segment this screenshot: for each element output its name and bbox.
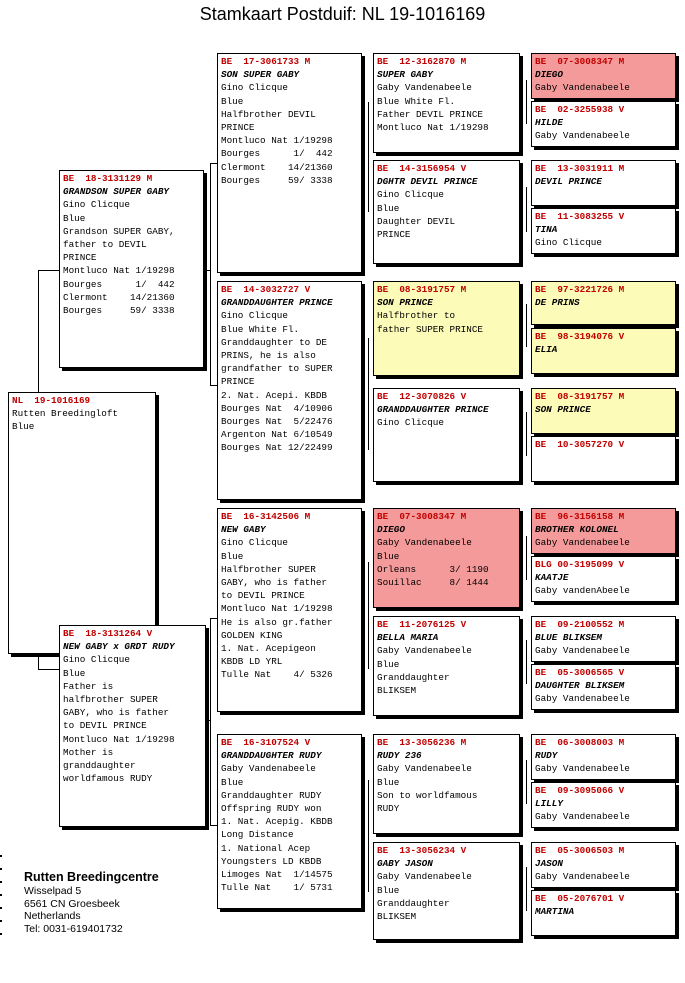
pedigree-box-gen4[interactable] (531, 101, 676, 147)
detail-line: Gaby Vandenabeele (535, 763, 630, 775)
detail-line: Gaby Vandenabeele (377, 645, 472, 657)
ring-number: BE 05-3006565 V (535, 667, 625, 678)
pedigree-box-subject[interactable] (8, 392, 156, 654)
detail-line: Bourges Nat 12/22499 (221, 442, 333, 454)
pigeon-name: DEVIL PRINCE (535, 176, 602, 188)
detail-line: Souillac 8/ 1444 (377, 577, 489, 589)
ring-number: BE 11-2076125 V (377, 619, 467, 630)
ring-number: BE 18-3131264 V (63, 628, 153, 639)
pigeon-name: SON PRINCE (535, 404, 591, 416)
pedigree-box-gen4[interactable] (531, 388, 676, 434)
ring-number: BE 11-3083255 V (535, 211, 625, 222)
connector-line (526, 80, 527, 124)
ring-number: BE 10-3057270 V (535, 439, 625, 450)
connector-line (526, 412, 527, 456)
detail-line: Granddaughter (377, 897, 450, 909)
detail-line: Gino Clicque (63, 199, 130, 211)
detail-line: Limoges Nat 1/14575 (221, 869, 333, 881)
detail-line: Clermont 14/21360 (63, 291, 175, 303)
detail-line: He is also gr.father (221, 616, 333, 628)
detail-line: 1. National Acep (221, 842, 311, 854)
ring-number: BE 08-3191757 M (377, 284, 467, 295)
detail-line: Gaby Vandenabeele (221, 763, 316, 775)
pigeon-name: DE PRINS (535, 297, 580, 309)
pigeon-name: SON PRINCE (377, 297, 433, 309)
ring-number: BE 07-3008347 M (535, 56, 625, 67)
detail-line: Argenton Nat 6/10549 (221, 429, 333, 441)
pedigree-box-gen3[interactable] (373, 388, 520, 482)
phone-number: Tel: 0031-619401732 (24, 922, 123, 935)
detail-line: Gaby Vandenabeele (535, 537, 630, 549)
pedigree-box-gen3[interactable] (373, 53, 520, 153)
pedigree-box-gen3[interactable] (373, 842, 520, 940)
pedigree-box-gen4[interactable] (531, 328, 676, 374)
detail-line: Gaby Vandenabeele (377, 763, 472, 775)
breeder-name: Rutten Breedingcentre (24, 870, 159, 884)
pigeon-name: HILDE (535, 117, 563, 129)
detail-line: grandfather to SUPER (221, 363, 333, 375)
detail-line: granddaughter (63, 760, 136, 772)
detail-line: Montluco Nat 1/19298 (63, 733, 175, 745)
ring-number: BE 06-3008003 M (535, 737, 625, 748)
detail-line: Blue White Fl. (377, 95, 456, 107)
pedigree-box-gen2[interactable] (217, 281, 362, 500)
detail-line: father to DEVIL (63, 239, 147, 251)
detail-line: Montluco Nat 1/19298 (377, 122, 489, 134)
detail-line: Gaby Vandenabeele (377, 537, 472, 549)
pigeon-name: BROTHER KOLONEL (535, 524, 619, 536)
ring-number: BLG 00-3195099 V (535, 559, 625, 570)
ring-number: BE 13-3056234 V (377, 845, 467, 856)
ring-number: BE 09-3095066 V (535, 785, 625, 796)
detail-line: Father is (63, 680, 114, 692)
ring-number: BE 17-3061733 M (221, 56, 311, 67)
detail-line: Offspring RUDY won (221, 803, 322, 815)
ring-number: BE 07-3008347 M (377, 511, 467, 522)
pigeon-name: DGHTR DEVIL PRINCE (377, 176, 478, 188)
pedigree-box-gen4[interactable] (531, 508, 676, 554)
ring-number: BE 14-3156954 V (377, 163, 467, 174)
pigeon-name: RUDY 236 (377, 750, 422, 762)
pedigree-box-gen3[interactable] (373, 281, 520, 376)
detail-line: Gaby Vandenabeele (535, 693, 630, 705)
detail-line: to DEVIL PRINCE (63, 720, 147, 732)
ring-number: BE 12-3070826 V (377, 391, 467, 402)
detail-line: Gino Clicque (377, 189, 444, 201)
pigeon-name: RUDY (535, 750, 558, 762)
detail-line: Gaby Vandenabeele (535, 130, 630, 142)
detail-line: RUDY (377, 803, 400, 815)
detail-line: Blue (63, 212, 86, 224)
ring-number: BE 16-3142506 M (221, 511, 311, 522)
detail-line: PRINCE (221, 122, 255, 134)
pedigree-box-gen4[interactable] (531, 53, 676, 99)
connector-line (368, 562, 369, 669)
pedigree-box-gen3[interactable] (373, 734, 520, 834)
pedigree-box-gen4[interactable] (531, 436, 676, 482)
pigeon-name: BLUE BLIKSEM (535, 632, 602, 644)
detail-line: Tulle Nat 1/ 5731 (221, 882, 333, 894)
connector-line (38, 270, 59, 271)
pedigree-box-gen4[interactable] (531, 890, 676, 936)
detail-line: Montluco Nat 1/19298 (221, 135, 333, 147)
connector-line (526, 640, 527, 684)
pigeon-name: DAUGHTER BLIKSEM (535, 680, 625, 692)
detail-line: Blue White Fl. (221, 323, 300, 335)
detail-line: Youngsters LD KBDB (221, 855, 322, 867)
ring-number: BE 16-3107524 V (221, 737, 311, 748)
detail-line: Gino Clicque (63, 654, 130, 666)
ring-number: BE 18-3131129 M (63, 173, 153, 184)
detail-line: Clermont 14/21360 (221, 161, 333, 173)
pedigree-box-father[interactable] (59, 170, 204, 368)
detail-line: Gino Clicque (535, 237, 602, 249)
detail-line: Blue (377, 658, 400, 670)
pedigree-box-gen2[interactable] (217, 53, 362, 273)
detail-line: PRINCE (377, 229, 411, 241)
detail-line: GOLDEN KING (221, 629, 283, 641)
pigeon-name: SUPER GABY (377, 69, 433, 81)
pigeon-name: GABY JASON (377, 858, 433, 870)
pedigree-box-gen4[interactable] (531, 208, 676, 254)
pedigree-box-gen3[interactable] (373, 616, 520, 716)
detail-line: 2. Nat. Acepi. KBDB (221, 389, 328, 401)
detail-line: Blue (377, 776, 400, 788)
detail-line: Son to worldfamous (377, 789, 478, 801)
detail-line: Daughter DEVIL (377, 215, 456, 227)
pigeon-name: ELIA (535, 344, 558, 356)
detail-line: Blue (12, 421, 35, 433)
ring-number: BE 13-3031911 M (535, 163, 625, 174)
detail-line: Tulle Nat 4/ 5326 (221, 669, 333, 681)
detail-line: Gaby Vandenabeele (377, 871, 472, 883)
pigeon-name: GRANDSON SUPER GABY (63, 186, 170, 198)
pedigree-box-gen4[interactable] (531, 281, 676, 325)
detail-line: Bourges 59/ 3338 (221, 174, 333, 186)
pedigree-box-mother[interactable] (59, 625, 206, 827)
detail-line: 1. Nat. Acepig. KBDB (221, 816, 333, 828)
detail-line: Granddaughter to DE (221, 336, 328, 348)
connector-line (38, 669, 59, 670)
pedigree-box-gen4[interactable] (531, 556, 676, 602)
ring-number: BE 96-3156158 M (535, 511, 625, 522)
ring-number: BE 05-2076701 V (535, 893, 625, 904)
ring-number: BE 14-3032727 V (221, 284, 311, 295)
detail-line: Father DEVIL PRINCE (377, 108, 484, 120)
detail-line: father SUPER PRINCE (377, 323, 484, 335)
detail-line: Long Distance (221, 829, 294, 841)
ring-number: BE 97-3221726 M (535, 284, 625, 295)
pigeon-name: TINA (535, 224, 558, 236)
detail-line: Bourges 1/ 442 (63, 278, 175, 290)
detail-line: BLIKSEM (377, 685, 417, 697)
detail-line: PRINCE (221, 376, 255, 388)
detail-line: Mother is (63, 746, 114, 758)
pigeon-name: NEW GABY x GRDT RUDY (63, 641, 175, 653)
pedigree-box-gen4[interactable] (531, 842, 676, 888)
detail-line: Gaby Vandenabeele (377, 82, 472, 94)
detail-line: Gino Clicque (221, 82, 288, 94)
detail-line: Gaby Vandenabeele (535, 82, 630, 94)
connector-line (206, 720, 211, 721)
pedigree-box-gen2[interactable] (217, 734, 362, 909)
pigeon-name: SON SUPER GABY (221, 69, 300, 81)
detail-line: to DEVIL PRINCE (221, 590, 305, 602)
detail-line: Halfbrother to (377, 310, 456, 322)
detail-line: Grandson SUPER GABY, (63, 225, 175, 237)
connector-line (210, 618, 211, 825)
detail-line: Gaby Vandenabeele (535, 871, 630, 883)
pigeon-name: KAATJE (535, 572, 569, 584)
detail-line: Gino Clicque (377, 417, 444, 429)
ring-number: BE 08-3191757 M (535, 391, 625, 402)
pigeon-name: GRANDDAUGHTER PRINCE (221, 297, 333, 309)
connector-line (526, 304, 527, 347)
pigeon-name: GRANDDAUGHTER RUDY (221, 750, 322, 762)
detail-line: Blue (221, 95, 244, 107)
detail-line: PRINCE (63, 252, 97, 264)
detail-line: Blue (377, 202, 400, 214)
page-title: Stamkaart Postduif: NL 19-1016169 (199, 4, 486, 24)
ring-number: BE 02-3255938 V (535, 104, 625, 115)
connector-line (526, 867, 527, 911)
detail-line: Bourges Nat 5/22476 (221, 416, 333, 428)
pigeon-name: GRANDDAUGHTER PRINCE (377, 404, 489, 416)
ring-number: BE 12-3162870 M (377, 56, 467, 67)
detail-line: Halfbrother SUPER (221, 563, 316, 575)
connector-line (368, 338, 369, 450)
connector-line (526, 760, 527, 804)
detail-line: Blue (221, 550, 244, 562)
detail-line: Blue (63, 667, 86, 679)
detail-line: Gaby Vandenabeele (535, 645, 630, 657)
connector-line (526, 187, 527, 232)
pigeon-name: MARTINA (535, 906, 575, 918)
detail-line: Halfbrother DEVIL (221, 108, 316, 120)
connector-line (204, 270, 211, 271)
connector-line (368, 780, 369, 892)
detail-line: Gino Clicque (221, 537, 288, 549)
pigeon-name: DIEGO (377, 524, 405, 536)
pigeon-name: BELLA MARIA (377, 632, 439, 644)
ring-number: BE 98-3194076 V (535, 331, 625, 342)
detail-line: PRINS, he is also (221, 350, 316, 362)
pigeon-name: JASON (535, 858, 563, 870)
detail-line: Blue (377, 884, 400, 896)
address-street: Wisselpad 5 (24, 885, 82, 897)
detail-line: Rutten Breedingloft (12, 408, 119, 420)
detail-line: halfbrother SUPER (63, 694, 158, 706)
pedigree-box-gen4[interactable] (531, 664, 676, 710)
connector-line (210, 163, 211, 385)
pedigree-box-gen4[interactable] (531, 160, 676, 206)
ring-number: NL 19-1016169 (12, 395, 91, 406)
detail-line: Montluco Nat 1/19298 (63, 265, 175, 277)
detail-line: Montluco Nat 1/19298 (221, 603, 333, 615)
pigeon-name: DIEGO (535, 69, 563, 81)
detail-line: Granddaughter (377, 671, 450, 683)
pigeon-name: NEW GABY (221, 524, 266, 536)
address-postal: 6561 CN Groesbeek (24, 897, 120, 910)
ring-number: BE 09-2100552 M (535, 619, 625, 630)
address-country: Netherlands (24, 910, 81, 922)
breeder-address (24, 869, 159, 935)
connector-line (368, 102, 369, 212)
detail-line: KBDB LD YRL (221, 656, 283, 668)
detail-line: GABY, who is father (221, 577, 328, 589)
detail-line: Bourges 59/ 3338 (63, 305, 175, 317)
detail-line: BLIKSEM (377, 911, 417, 923)
detail-line: Bourges Nat 4/10906 (221, 402, 333, 414)
pigeon-name: LILLY (535, 798, 563, 810)
decorative-dots (0, 855, 3, 946)
pedigree-box-gen3[interactable] (373, 508, 520, 608)
detail-line: Orleans 3/ 1190 (377, 563, 489, 575)
pedigree-box-gen4[interactable] (531, 782, 676, 828)
detail-line: Blue (221, 776, 244, 788)
pedigree-box-gen2[interactable] (217, 508, 362, 712)
detail-line: Gaby vandenAbeele (535, 585, 630, 597)
detail-line: GABY, who is father (63, 707, 170, 719)
detail-line: 1. Nat. Acepigeon (221, 643, 316, 655)
ring-number: BE 13-3056236 M (377, 737, 467, 748)
pedigree-box-gen4[interactable] (531, 734, 676, 780)
ring-number: BE 05-3006503 M (535, 845, 625, 856)
connector-line (526, 536, 527, 580)
pedigree-box-gen3[interactable] (373, 160, 520, 264)
detail-line: Bourges 1/ 442 (221, 148, 333, 160)
pedigree-box-gen4[interactable] (531, 616, 676, 662)
detail-line: Gaby Vandenabeele (535, 811, 630, 823)
detail-line: Blue (377, 550, 400, 562)
detail-line: worldfamous RUDY (63, 773, 153, 785)
detail-line: Gino Clicque (221, 310, 288, 322)
detail-line: Granddaughter RUDY (221, 789, 322, 801)
